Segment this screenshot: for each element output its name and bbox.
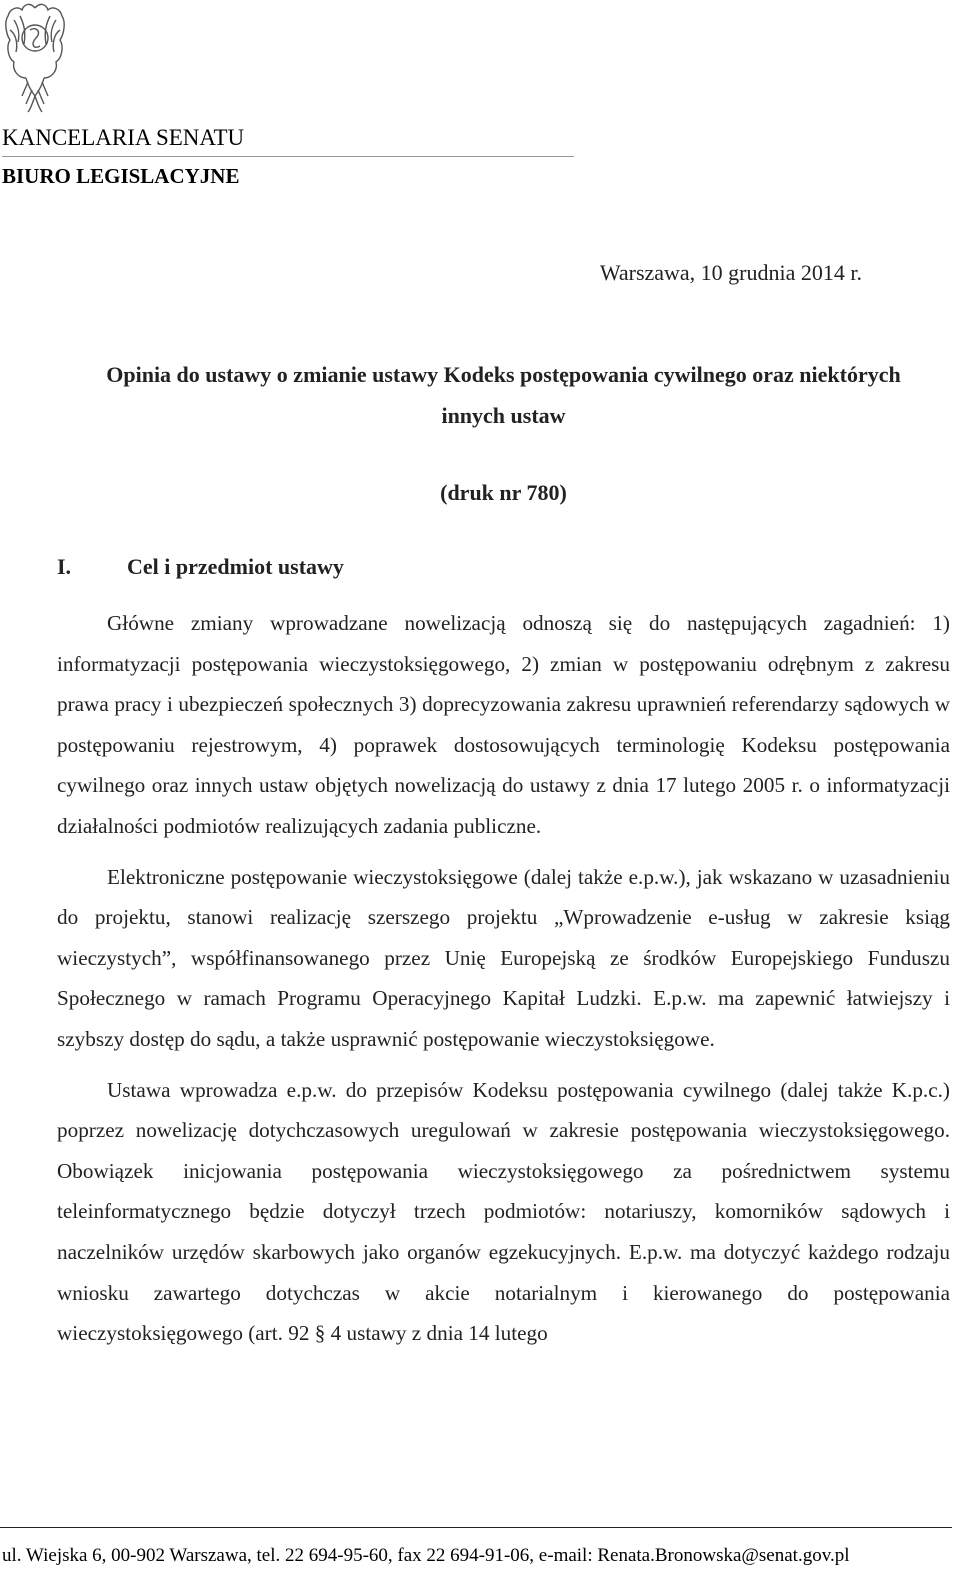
document-title-line-1: Opinia do ustawy o zmianie ustawy Kodeks postępowania cywilnego oraz niektórych xyxy=(106,362,901,387)
department-name: BIURO LEGISLACYJNE xyxy=(2,164,240,188)
footer-divider xyxy=(0,1527,952,1528)
paragraph: Elektroniczne postępowanie wieczystoksięgowe (dalej także e.p.w.), jak wskazano w uzasadnieniu do projektu, stanowi realizację szerszego projektu „Wprowadzenie e-usług w zakresie ksiąg wieczystych”, współfinansowanego przez Unię Europejską ze środków Europejskiego Funduszu Społecznego w ramach Programu Operacyjnego Kapitał Ludzki. E.p.w. ma zapewnić łatwiejszy i szybszy dostęp do sądu, a także usprawnić postępowanie wieczystoksięgowe. xyxy=(57,864,950,1051)
footer-contact: ul. Wiejska 6, 00-902 Warszawa, tel. 22 694-95-60, fax 22 694-91-06, e-mail: Renata.Bronowska@senat.gov.pl xyxy=(2,1545,850,1566)
senate-eagle-emblem-icon xyxy=(0,0,70,120)
paragraph-clip xyxy=(57,1070,950,1354)
organization-name: KANCELARIA SENATU xyxy=(2,125,245,150)
paragraph: Główne zmiany wprowadzane nowelizacją odnoszą się do następujących zagadnień: 1) informatyzacji postępowania wieczystoksięgowego, 2) zmian w postępowaniu odrębnym z zakresu prawa pracy i ubezpieczeń społecznych 3) doprecyzowania zakresu uprawnień referendarzy sądowych w postępowaniu rejestrowym, 4) poprawek dostosowujących terminologię Kodeksu postępowania cywilnego oraz innych ustaw objętych nowelizacją do ustawy z dnia 17 lutego 2005 r. o informatyzacji działalności podmiotów realizujących zadania publiczne. xyxy=(57,611,950,838)
section-number: I. xyxy=(57,554,72,579)
section-heading xyxy=(57,552,344,582)
letterhead-divider xyxy=(2,156,574,157)
paragraph: Ustawa wprowadza e.p.w. do przepisów Kodeksu postępowania cywilnego (dalej także K.p.c.) poprzez nowelizację dotychczasowych uregulowań w zakresie postępowania wieczystoksięgowego. Obowiązek inicjowania postępowania wieczystoksięgowego za pośrednictwem systemu teleinformatycznego będzie dotyczył trzech podmiotów: notariuszy, komorników sądowych i naczelników urzędów skarbowych jako organów egzekucyjnych. E.p.w. ma dotyczyć każdego rodzaju wniosku zawartego dotychczas w akcie notarialnym i kierowanego do postępowania wieczystoksięgowego (art. 92 § 4 ustawy z dnia 14 lutego xyxy=(57,1077,950,1346)
print-number: (druk nr 780) xyxy=(440,480,567,505)
document-title-line-2: innych ustaw xyxy=(441,403,566,428)
section-title: Cel i przedmiot ustawy xyxy=(127,554,344,579)
document-body xyxy=(57,603,950,1354)
document-date: Warszawa, 10 grudnia 2014 r. xyxy=(599,260,862,285)
